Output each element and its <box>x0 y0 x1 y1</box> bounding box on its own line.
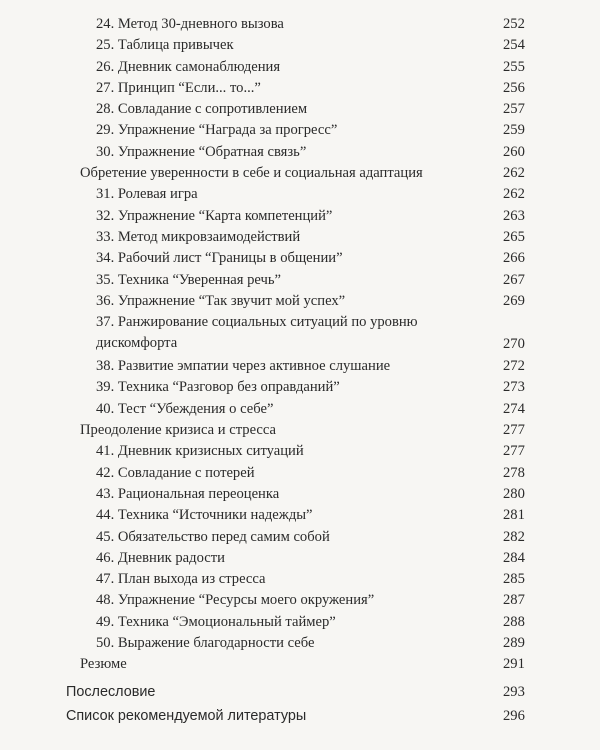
toc-entry-title: 30. Упражнение “Обратная связь” <box>96 143 307 160</box>
toc-page-number: 277 <box>503 443 525 460</box>
table-of-contents <box>0 14 600 730</box>
toc-page-number: 296 <box>503 707 525 724</box>
toc-entry-row <box>0 270 600 291</box>
toc-page-number: 269 <box>503 292 525 309</box>
toc-entry-title: 36. Упражнение “Так звучит мой успех” <box>96 292 346 309</box>
toc-page-number: 257 <box>503 101 525 118</box>
toc-entry-row <box>0 35 600 56</box>
toc-page-number: 274 <box>503 400 525 417</box>
toc-page-number: 266 <box>503 250 525 267</box>
toc-entry-title: 37. Ранжирование социальных ситуаций по уровню дискомфорта <box>96 314 418 352</box>
toc-entry-title: 24. Метод 30-дневного вызова <box>96 16 284 32</box>
toc-entry-title: 34. Рабочий лист “Границы в общении” <box>96 250 343 267</box>
toc-page-number: 287 <box>503 592 525 609</box>
toc-entry-row <box>0 548 600 569</box>
toc-page-number: 259 <box>503 122 525 139</box>
toc-entry-title: 29. Упражнение “Награда за прогресс” <box>96 122 338 139</box>
toc-entry-row <box>0 505 600 526</box>
toc-page-number: 262 <box>503 186 525 203</box>
toc-entry-title: 31. Ролевая игра <box>96 186 198 203</box>
toc-entry-title: 44. Техника “Источники надежды” <box>96 507 313 524</box>
toc-entry-row <box>0 142 600 163</box>
toc-section-row <box>0 163 600 184</box>
toc-page-number: 281 <box>503 507 525 524</box>
toc-entry-row <box>0 356 600 377</box>
toc-entry-title: Послесловие <box>66 683 156 700</box>
toc-page-number: 291 <box>503 656 525 673</box>
toc-page-number: 260 <box>503 143 525 160</box>
toc-page-number: 289 <box>503 635 525 652</box>
toc-page-number: 267 <box>503 271 525 288</box>
toc-entry-row <box>0 441 600 462</box>
toc-page-number: 278 <box>503 464 525 481</box>
toc-entry-title: 39. Техника “Разговор без оправданий” <box>96 379 340 396</box>
toc-page-number: 277 <box>503 422 525 439</box>
toc-page-number: 272 <box>503 358 525 375</box>
toc-chapter-row <box>0 706 600 730</box>
toc-entry-title: 38. Развитие эмпатии через активное слушание <box>96 358 391 375</box>
toc-entry-title: 46. Дневник радости <box>96 549 225 566</box>
toc-chapter-row <box>0 682 600 706</box>
toc-entry-title: 32. Упражнение “Карта компетенций” <box>96 207 333 224</box>
toc-page-number: 293 <box>503 683 525 700</box>
toc-entry-row <box>0 590 600 611</box>
toc-entry-row <box>0 312 600 356</box>
toc-page-number: 284 <box>503 549 525 566</box>
toc-page-number: 254 <box>503 37 525 54</box>
toc-entry-row <box>0 227 600 248</box>
toc-entry-title: 48. Упражнение “Ресурсы моего окружения” <box>96 592 375 609</box>
toc-section-row <box>0 654 600 675</box>
toc-entry-title: 40. Тест “Убеждения о себе” <box>96 400 274 417</box>
toc-page-number: 263 <box>503 207 525 224</box>
toc-entry-title: 50. Выражение благодарности себе <box>96 635 315 652</box>
toc-entry-title: 33. Метод микровзаимодействий <box>96 228 301 245</box>
toc-entry-row <box>0 463 600 484</box>
toc-page-number: 288 <box>503 613 525 630</box>
toc-entry-row <box>0 57 600 78</box>
toc-entry-title: 45. Обязательство перед самим собой <box>96 528 330 545</box>
toc-entry-row <box>0 291 600 312</box>
toc-page-number: 255 <box>503 58 525 75</box>
toc-entry-row <box>0 527 600 548</box>
toc-entry-title: Обретение уверенности в себе и социальная адаптация <box>80 165 423 182</box>
toc-entry-row <box>0 612 600 633</box>
toc-entry-title: 43. Рациональная переоценка <box>96 485 280 502</box>
toc-entry-title: Резюме <box>80 656 127 673</box>
toc-entry-title: 27. Принцип “Если... то...” <box>96 79 261 96</box>
toc-entry-row <box>0 184 600 205</box>
toc-entry-title: 35. Техника “Уверенная речь” <box>96 271 282 288</box>
toc-entry-title: 26. Дневник самонаблюдения <box>96 58 281 75</box>
toc-entry-row <box>0 248 600 269</box>
toc-page-number: 280 <box>503 485 525 502</box>
toc-entry-title: 42. Совладание с потерей <box>96 464 255 481</box>
toc-page-number: 256 <box>503 79 525 96</box>
toc-section-row <box>0 420 600 441</box>
toc-page-number: 252 <box>503 16 525 32</box>
toc-entry-title: 49. Техника “Эмоциональный таймер” <box>96 613 336 630</box>
toc-entry-row <box>0 78 600 99</box>
toc-entry-title: 25. Таблица привычек <box>96 37 234 54</box>
toc-page-number: 270 <box>503 336 525 353</box>
toc-entry-title: Список рекомендуемой литературы <box>66 707 307 724</box>
toc-entry-row <box>0 633 600 654</box>
toc-entry-row <box>0 206 600 227</box>
toc-page-number: 265 <box>503 228 525 245</box>
toc-entry-title: Преодоление кризиса и стресса <box>80 422 277 439</box>
toc-entry-title: 28. Совладание с сопротивлением <box>96 101 308 118</box>
toc-page-number: 282 <box>503 528 525 545</box>
toc-entry-row <box>0 377 600 398</box>
toc-page-number: 262 <box>503 165 525 182</box>
toc-entry-title: 47. План выхода из стресса <box>96 571 266 588</box>
toc-entry-title: 41. Дневник кризисных ситуаций <box>96 443 304 460</box>
toc-entry-row <box>0 14 600 35</box>
toc-entry-row <box>0 569 600 590</box>
toc-page-number: 285 <box>503 571 525 588</box>
toc-entry-row <box>0 399 600 420</box>
toc-entry-row <box>0 484 600 505</box>
toc-entry-row <box>0 120 600 141</box>
toc-entry-row <box>0 99 600 120</box>
toc-page-number: 273 <box>503 379 525 396</box>
